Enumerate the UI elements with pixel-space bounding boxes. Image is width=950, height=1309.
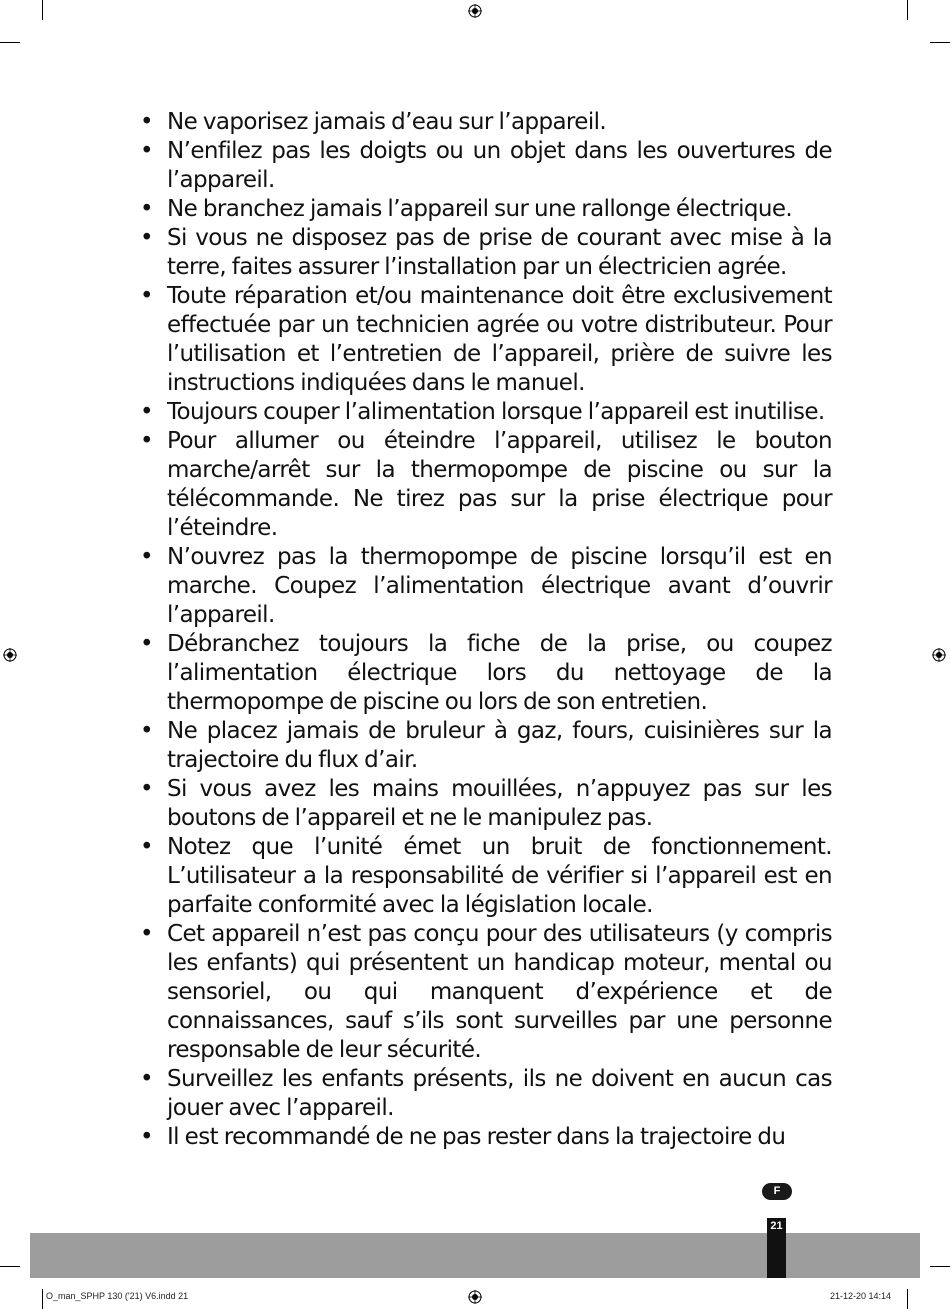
bullet-icon: •: [140, 544, 153, 570]
crop-mark: [930, 1266, 950, 1267]
list-item: [140, 427, 832, 543]
registration-target-icon: [932, 648, 946, 662]
list-item-text: Si vous avez les mains mouillées, n’appuyez pas sur les boutons de l’appareil et ne le manipulez pas.: [167, 776, 832, 831]
crop-mark: [907, 0, 908, 20]
bullet-icon: •: [140, 1124, 153, 1150]
bullet-icon: •: [140, 399, 153, 425]
bullet-icon: •: [140, 718, 153, 744]
bullet-icon: •: [140, 138, 153, 164]
crop-mark: [0, 1266, 20, 1267]
crop-mark: [930, 42, 950, 43]
list-item-text: Ne placez jamais de bruleur à gaz, fours, cuisinières sur la trajectoire du flux d’air.: [167, 718, 832, 773]
list-item-text: Cet appareil n’est pas conçu pour des utilisateurs (y compris les enfants) qui présentent un handicap moteur, mental ou sensoriel, ou qui manquent d’expérience et de connaissances, sauf s’ils sont surveilles par une personne responsable de leur sécurité.: [167, 921, 832, 1063]
registration-target-icon: [3, 648, 17, 662]
list-item-text: Ne vaporisez jamais d’eau sur l’appareil.: [167, 109, 607, 135]
list-item: [140, 282, 832, 398]
list-item-text: Surveillez les enfants présents, ils ne doivent en aucun cas jouer avec l’appareil.: [167, 1066, 832, 1121]
list-item-text: Débranchez toujours la fiche de la prise, ou coupez l’alimentation électrique lors du nettoyage de la thermopompe de piscine ou lors de son entretien.: [167, 631, 832, 715]
list-item-text: N’ouvrez pas la thermopompe de piscine lorsqu’il est en marche. Coupez l’alimentation électrique avant d’ouvrir l’appareil.: [167, 544, 832, 628]
list-item-text: Notez que l’unité émet un bruit de fonctionnement. L’utilisateur a la responsabilité de vérifier si l’appareil est en parfaite conformité avec la législation locale.: [167, 834, 832, 918]
list-item: [140, 224, 832, 282]
list-item: [140, 108, 832, 137]
list-item-text: Pour allumer ou éteindre l’appareil, utilisez le bouton marche/arrêt sur la thermopompe de piscine ou sur la télécommande. Ne tirez pas sur la prise électrique pour l’éteindre.: [167, 428, 832, 541]
crop-mark: [42, 0, 43, 20]
bullet-icon: •: [140, 196, 153, 222]
bullet-icon: •: [140, 109, 153, 135]
list-item: [140, 1065, 832, 1123]
footer-bar: [30, 1233, 920, 1278]
list-item-text: Il est recommandé de ne pas rester dans la trajectoire du: [167, 1124, 786, 1150]
crop-mark: [0, 42, 20, 43]
list-item: [140, 1123, 832, 1152]
crop-mark: [907, 1289, 908, 1309]
list-item-text: Toujours couper l’alimentation lorsque l’appareil est inutilise.: [167, 399, 825, 425]
bullet-icon: •: [140, 225, 153, 251]
bullet-icon: •: [140, 834, 153, 860]
language-badge: F: [762, 1183, 792, 1200]
list-item-text: Ne branchez jamais l’appareil sur une rallonge électrique.: [167, 196, 793, 222]
bullet-icon: •: [140, 776, 153, 802]
print-timestamp: 21-12-20 14:14: [830, 1291, 892, 1301]
bullet-icon: •: [140, 631, 153, 657]
crop-mark: [42, 1289, 43, 1309]
list-item: [140, 195, 832, 224]
list-item: [140, 717, 832, 775]
list-item-text: Toute réparation et/ou maintenance doit être exclusivement effectuée par un technicien agrée ou votre distributeur. Pour l’utilisation et l’entretien de l’appareil, prière de suivre les instructions indiquées dans le manuel.: [167, 283, 832, 396]
list-item: [140, 775, 832, 833]
bullet-icon: •: [140, 283, 153, 309]
list-item: [140, 833, 832, 920]
list-item: [140, 398, 832, 427]
bullet-icon: •: [140, 921, 153, 947]
file-slug: O_man_SPHP 130 ('21) V6.indd 21: [46, 1291, 189, 1301]
list-item-text: Si vous ne disposez pas de prise de courant avec mise à la terre, faites assurer l’installation par un électricien agrée.: [167, 225, 832, 280]
list-item: [140, 920, 832, 1065]
safety-bullet-list: [140, 108, 832, 1152]
bullet-icon: •: [140, 1066, 153, 1092]
bullet-icon: •: [140, 428, 153, 454]
registration-target-icon: [468, 1290, 482, 1304]
list-item: [140, 137, 832, 195]
list-item-text: N’enfilez pas les doigts ou un objet dans les ouvertures de l’appareil.: [167, 138, 832, 193]
list-item: [140, 543, 832, 630]
list-item: [140, 630, 832, 717]
registration-target-icon: [468, 4, 482, 18]
page-number: 21: [770, 1220, 783, 1232]
